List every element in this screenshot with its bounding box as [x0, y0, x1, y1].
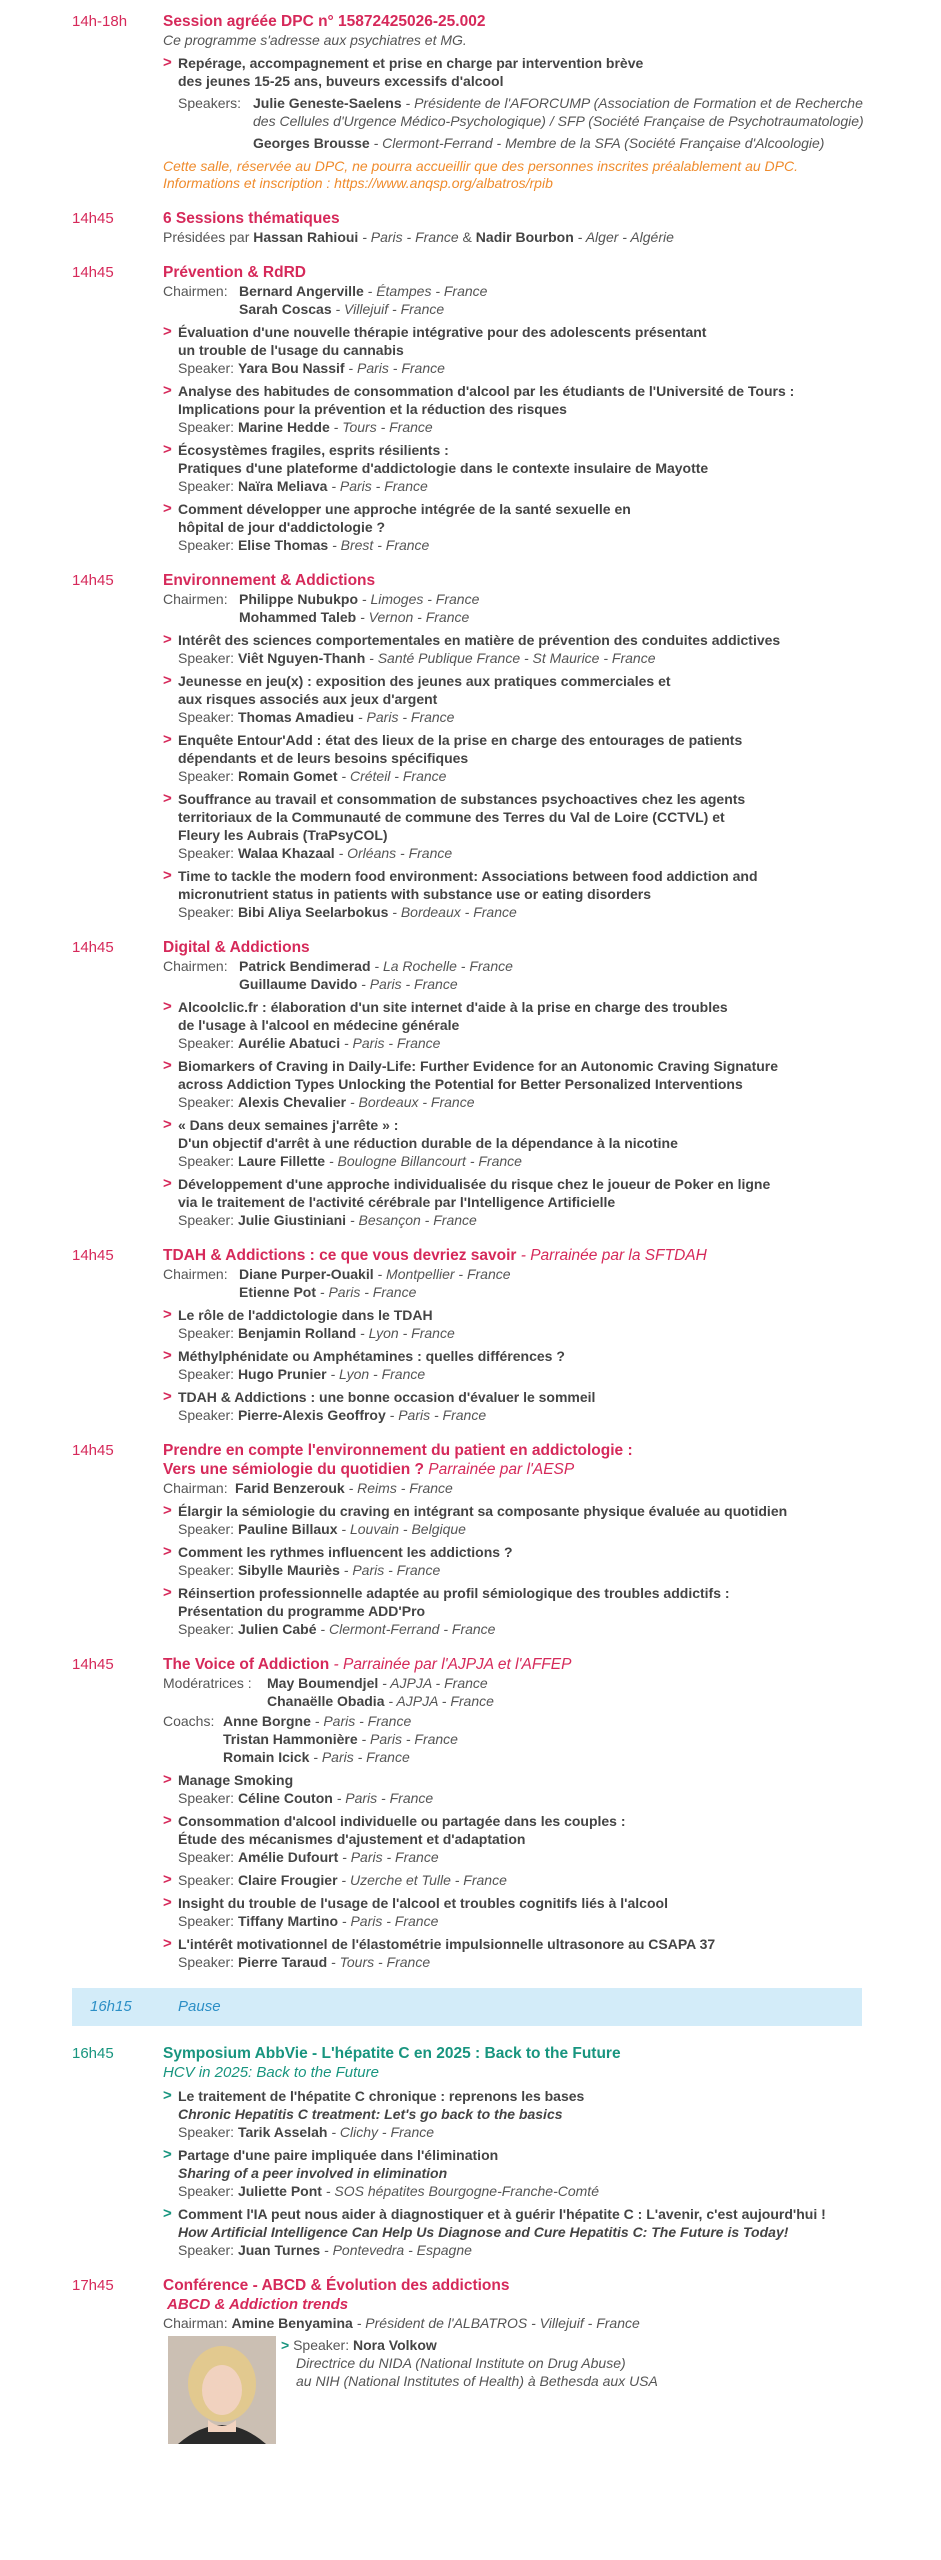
- speakers: Speakers: Julie Geneste-Saelens - Présidente de l'AFORCUMP (Association de Formation et de Recherche des Cellules d'Urgence Médico-Psychologique) / SFP (Société Française de Psychotraumatologie) Georges Brousse - Clermont-Ferrand - Membre de la SFA (Société Française d'Alcoologie): [178, 95, 864, 151]
- talk-marker-icon: >: [163, 2087, 172, 2104]
- talk: > Time to tackle the modern food environment: Associations between food addiction and micronutrient status in patients with substance use or eating disorders Speaker: Bibi Aliya Seelarbokus - Bordeaux - France: [163, 867, 758, 920]
- talk: > Écosystèmes fragiles, esprits résilients : Pratiques d'une plateforme d'addictologie dans le contexte insulaire de Mayotte Speaker: Naïra Meliava - Paris - France: [163, 441, 709, 494]
- pause-time: 16h15: [90, 1998, 132, 2015]
- session-time: 14h45: [72, 1656, 114, 1673]
- talk: > Souffrance au travail et consommation de substances psychoactives chez les agents territoriaux de la Communauté de commune des Terres du Val de Loire (CCTVL) et Fleury les Aubrais (TraPsyCOL) Speaker: Walaa Khazaal - Orléans - France: [163, 790, 746, 861]
- dpc-notice: Cette salle, réservée au DPC, ne pourra accueillir que des personnes inscrites préalablement au DPC. Informations et inscription : https://www.anqsp.org/albatros/rpib: [163, 158, 941, 192]
- session-title: 6 Sessions thématiques: [163, 210, 340, 227]
- talk: [163, 54, 941, 90]
- session-voice-of-addiction: [0, 1655, 941, 1971]
- talk-marker-icon: >: [163, 1057, 172, 1074]
- talk: > Jeunesse en jeu(x) : exposition des jeunes aux pratiques commerciales et aux risques associés aux jeux d'argent Speaker: Thomas Amadieu - Paris - France: [163, 672, 671, 725]
- talk-marker-icon: >: [163, 672, 172, 689]
- talk-marker-icon: >: [163, 1306, 172, 1323]
- session-title: Session agréée DPC n° 15872425026-25.002: [163, 13, 486, 30]
- session-subtitle: HCV in 2025: Back to the Future: [163, 2064, 379, 2081]
- talk: > Élargir la sémiologie du craving en intégrant sa composante physique évaluée au quotidien Speaker: Pauline Billaux - Louvain - Belgique: [163, 1502, 788, 1537]
- session-prevention: [0, 263, 941, 554]
- session-time: 14h45: [72, 939, 114, 956]
- chairmen: Chairmen: Patrick Bendimerad - La Rochelle - France Guillaume Davido - Paris - France: [163, 958, 513, 992]
- chairmen: Chairmen: Bernard Angerville - Étampes - France Sarah Coscas - Villejuif - France: [163, 283, 488, 317]
- speaker-photo: [168, 2336, 276, 2444]
- talk: > Enquête Entour'Add : état des lieux de la prise en charge des entourages de patients dépendants et de leurs besoins spécifiques Speaker: Romain Gomet - Créteil - France: [163, 731, 743, 784]
- program-page: [0, 12, 941, 2448]
- chairmen: Chairmen: Philippe Nubukpo - Limoges - France Mohammed Taleb - Vernon - France: [163, 591, 480, 625]
- talk: > Speaker: Claire Frougier - Uzerche et Tulle - France: [163, 1871, 507, 1888]
- talk-marker-icon: >: [163, 1175, 172, 1192]
- talk: > Comment développer une approche intégrée de la santé sexuelle en hôpital de jour d'addictologie ? Speaker: Elise Thomas - Brest - France: [163, 500, 631, 553]
- talk-marker-icon: >: [163, 867, 172, 884]
- talk: > Insight du trouble de l'usage de l'alcool et troubles cognitifs liés à l'alcool Speaker: Tiffany Martino - Paris - France: [163, 1894, 668, 1929]
- talk: > TDAH & Addictions : une bonne occasion d'évaluer le sommeil Speaker: Pierre-Alexis Geoffroy - Paris - France: [163, 1388, 596, 1423]
- talk: > Comment l'IA peut nous aider à diagnostiquer et à guérir l'hépatite C : L'avenir, c'est aujourd'hui ! How Artificial Intelligence Can Help Us Diagnose and Cure Hepatitis C: The Future is Today! Speaker: Juan Turnes - Pontevedra - Espagne: [163, 2205, 826, 2258]
- talk-marker-icon: >: [163, 2205, 172, 2222]
- session-time: 16h45: [72, 2045, 114, 2062]
- talk: > Comment les rythmes influencent les addictions ? Speaker: Sibylle Mauriès - Paris - France: [163, 1543, 513, 1578]
- talk: > Intérêt des sciences comportementales en matière de prévention des conduites addictives Speaker: Viêt Nguyen-Thanh - Santé Publique France - St Maurice - France: [163, 631, 781, 666]
- session-title: Prévention & RdRD: [163, 264, 306, 281]
- talk-marker-icon: >: [163, 1116, 172, 1133]
- session-symposium-abbvie: [0, 2044, 941, 2259]
- session-title: The Voice of Addiction - Parrainée par l'AJPJA et l'AFFEP: [163, 1656, 572, 1673]
- session-title: TDAH & Addictions : ce que vous devriez savoir - Parrainée par la SFTDAH: [163, 1247, 707, 1264]
- chairmen: Chairmen: Diane Purper-Ouakil - Montpellier - France Etienne Pot - Paris - France: [163, 1266, 511, 1300]
- talk-marker-icon: >: [163, 1543, 172, 1560]
- talk: > L'intérêt motivationnel de l'élastométrie impulsionnelle ultrasonore au CSAPA 37 Speaker: Pierre Taraud - Tours - France: [163, 1935, 716, 1970]
- session-time: 17h45: [72, 2277, 114, 2294]
- talk-marker-icon: >: [163, 1894, 172, 1911]
- talk-marker-icon: >: [163, 54, 172, 71]
- talk: > Méthylphénidate ou Amphétamines : quelles différences ? Speaker: Hugo Prunier - Lyon - France: [163, 1347, 565, 1382]
- talk-marker-icon: >: [163, 731, 172, 748]
- session-time: 14h-18h: [72, 13, 128, 30]
- talk: > Partage d'une paire impliquée dans l'élimination Sharing of a peer involved in elimination Speaker: Juliette Pont - SOS hépatites Bourgogne-Franche-Comté: [163, 2146, 599, 2199]
- talk: > « Dans deux semaines j'arrête » : D'un objectif d'arrêt à une réduction durable de la dépendance à la nicotine Speaker: Laure Fillette - Boulogne Billancourt - France: [163, 1116, 678, 1169]
- session-digital: [0, 938, 941, 1229]
- talk: > Réinsertion professionnelle adaptée au profil sémiologique des troubles addictifs : Présentation du programme ADD'Pro Speaker: Julien Cabé - Clermont-Ferrand - France: [163, 1584, 730, 1637]
- pause-label: Pause: [178, 1998, 221, 2015]
- talk-marker-icon: >: [163, 441, 172, 458]
- talk-marker-icon: >: [163, 2146, 172, 2163]
- talk: > Biomarkers of Craving in Daily-Life: Further Evidence for an Autonomic Craving Signature across Addiction Types Unlocking the Potential for Better Personalized Interventions Speaker: Alexis Chevalier - Bordeaux - France: [163, 1057, 779, 1110]
- talk-marker-icon: >: [163, 1935, 172, 1952]
- keynote-speaker: > Speaker: Nora Volkow Directrice du NIDA (National Institute on Drug Abuse) au NIH (National Institutes of Health) à Bethesda aux USA: [281, 2337, 658, 2389]
- session-title: Prendre en compte l'environnement du patient en addictologie : Vers une sémiologie du quotidien ? Parrainée par l'AESP: [163, 1442, 633, 1478]
- moderators: Modératrices : May Boumendjel - AJPJA - France Chanaëlle Obadia - AJPJA - France: [163, 1675, 494, 1709]
- talk-marker-icon: >: [163, 1347, 172, 1364]
- session-thematic: [0, 209, 941, 246]
- talk: > Consommation d'alcool individuelle ou partagée dans les couples : Étude des mécanismes d'ajustement et d'adaptation Speaker: Amélie Dufourt - Paris - France: [163, 1812, 626, 1865]
- registration-link[interactable]: Informations et inscription : https://www.anqsp.org/albatros/rpib: [163, 175, 553, 191]
- session-title: Environnement & Addictions: [163, 572, 376, 589]
- pause-banner: [0, 1988, 941, 2026]
- talk-marker-icon: >: [163, 1584, 172, 1601]
- session-tdah: [0, 1246, 941, 1424]
- session-time: 14h45: [72, 210, 114, 227]
- talk-marker-icon: >: [163, 1871, 172, 1888]
- talk: > Analyse des habitudes de consommation d'alcool par les étudiants de l'Université de Tours : Implications pour la prévention et la réduction des risques Speaker: Marine Hedde - Tours - France: [163, 382, 795, 435]
- talk-marker-icon: >: [163, 1502, 172, 1519]
- session-environment: [0, 571, 941, 921]
- talk: > Le rôle de l'addictologie dans le TDAH Speaker: Benjamin Rolland - Lyon - France: [163, 1306, 455, 1341]
- talk-marker-icon: >: [163, 1771, 172, 1788]
- coachs: Coachs: Anne Borgne - Paris - France Tristan Hammonière - Paris - France Romain Icick - Paris - France: [163, 1713, 458, 1765]
- session-presidents: Présidées par Hassan Rahioui - Paris - France & Nadir Bourbon - Alger - Algérie: [163, 229, 674, 245]
- session-conference: [0, 2276, 941, 2448]
- talk-title: Repérage, accompagnement et prise en charge par intervention brève des jeunes 15-25 ans, buveurs excessifs d'alcool: [178, 55, 644, 89]
- session-intro: Ce programme s'adresse aux psychiatres et MG.: [163, 32, 467, 48]
- session-dpc: [0, 12, 941, 192]
- talk: > Évaluation d'une nouvelle thérapie intégrative pour des adolescents présentant un trouble de l'usage du cannabis Speaker: Yara Bou Nassif - Paris - France: [163, 323, 707, 376]
- talk-marker-icon: >: [281, 2337, 290, 2353]
- keynote-block: [0, 2336, 941, 2448]
- session-subtitle: ABCD & Addiction trends: [167, 2296, 349, 2313]
- session-time: 14h45: [72, 264, 114, 281]
- session-time: 14h45: [72, 1442, 114, 1459]
- chairmen: Chairman: Farid Benzerouk - Reims - France: [163, 1480, 453, 1496]
- talk: > Alcoolclic.fr : élaboration d'un site internet d'aide à la prise en charge des troubles de l'usage à l'alcool en médecine générale Speaker: Aurélie Abatuci - Paris - France: [163, 998, 728, 1051]
- talk-marker-icon: >: [163, 500, 172, 517]
- session-title: Digital & Addictions: [163, 939, 310, 956]
- session-semiologie: [0, 1441, 941, 1638]
- talk-marker-icon: >: [163, 382, 172, 399]
- session-time: 14h45: [72, 1247, 114, 1264]
- talk-marker-icon: >: [163, 631, 172, 648]
- session-title: Conférence - ABCD & Évolution des addictions: [163, 2277, 510, 2294]
- talk: > Développement d'une approche individualisée du risque chez le joueur de Poker en ligne via le traitement de l'activité cérébrale par l'Intelligence Artificielle Speaker: Julie Giustiniani - Besançon - France: [163, 1175, 771, 1228]
- session-title: Symposium AbbVie - L'hépatite C en 2025 : Back to the Future: [163, 2045, 621, 2062]
- talk-marker-icon: >: [163, 1812, 172, 1829]
- talk-marker-icon: >: [163, 998, 172, 1015]
- talk: > Manage Smoking Speaker: Céline Couton - Paris - France: [163, 1771, 434, 1806]
- talk-marker-icon: >: [163, 790, 172, 807]
- talk-marker-icon: >: [163, 1388, 172, 1405]
- talk: > Le traitement de l'hépatite C chronique : reprenons les bases Chronic Hepatitis C treatment: Let's go back to the basics Speaker: Tarik Asselah - Clichy - France: [163, 2087, 585, 2140]
- session-time: 14h45: [72, 572, 114, 589]
- chairman: Chairman: Amine Benyamina - Président de l'ALBATROS - Villejuif - France: [163, 2315, 640, 2331]
- talk-marker-icon: >: [163, 323, 172, 340]
